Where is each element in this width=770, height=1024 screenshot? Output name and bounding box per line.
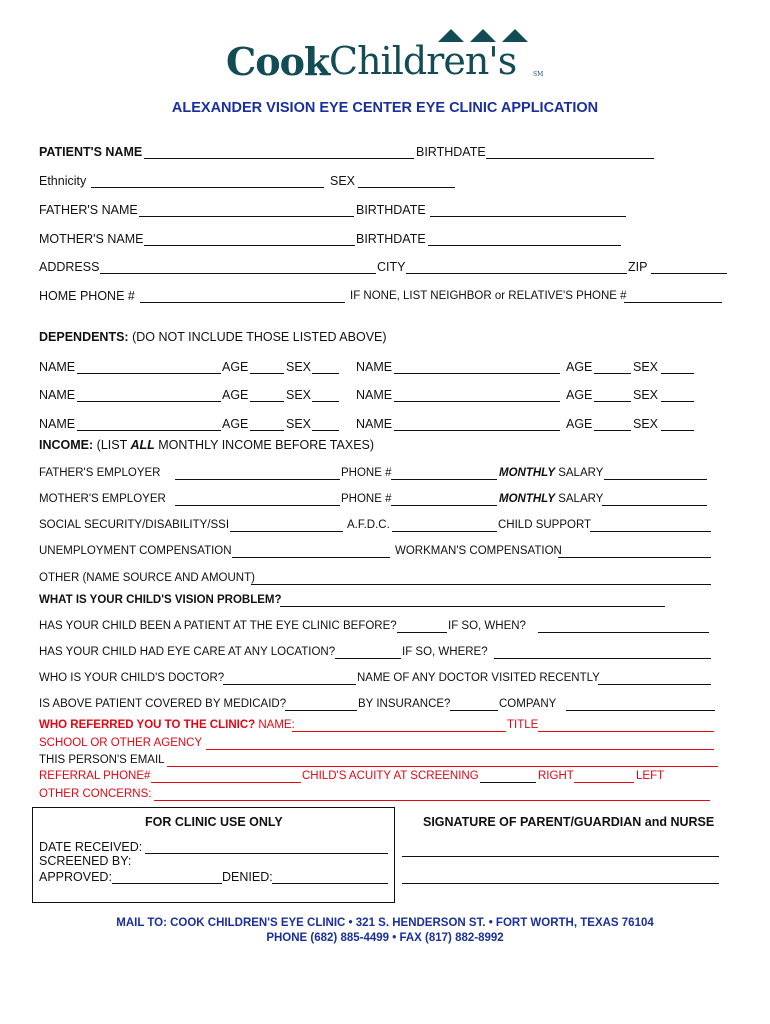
father-employer-label: FATHER'S EMPLOYER: [39, 467, 161, 479]
alt-phone-label: IF NONE, LIST NEIGHBOR or RELATIVE'S PHONE #: [350, 290, 627, 302]
patient-birthdate-label: BIRTHDATE: [416, 145, 486, 159]
approved-label: APPROVED:: [39, 870, 112, 884]
screened-by-label: SCREENED BY:: [39, 854, 132, 868]
vision-problem-label: WHAT IS YOUR CHILD'S VISION PROBLEM?: [39, 594, 282, 606]
dependent-4-name-label: NAME: [356, 388, 393, 402]
logo-text-cook: Cook: [226, 39, 330, 84]
dependent-3-age-field[interactable]: [250, 401, 284, 402]
mother-phone-label: PHONE #: [341, 493, 392, 505]
dependent-4-age-label: AGE: [566, 388, 593, 402]
dependent-3-sex-field[interactable]: [312, 401, 339, 402]
father-phone-label: PHONE #: [341, 467, 392, 479]
insurance-field[interactable]: [450, 710, 498, 711]
medicaid-field[interactable]: [285, 710, 357, 711]
sex-label: SEX: [330, 174, 356, 188]
signature-heading: SIGNATURE OF PARENT/GUARDIAN and NURSE: [423, 815, 715, 829]
alt-phone-field[interactable]: [624, 302, 722, 303]
other-concerns-label: OTHER CONCERNS:: [39, 788, 152, 800]
dependent-6-name-label: NAME: [356, 417, 393, 431]
dependent-1-age-field[interactable]: [250, 373, 284, 374]
dependent-2-sex-field[interactable]: [661, 373, 694, 374]
dependent-5-sex-label: SEX: [286, 417, 312, 431]
referrer-title-field[interactable]: [538, 731, 714, 732]
mother-employer-field[interactable]: [175, 505, 340, 506]
zip-label: ZIP: [628, 260, 648, 274]
address-label: ADDRESS: [39, 260, 100, 274]
dependent-6-sex-label: SEX: [633, 417, 659, 431]
father-name-label: FATHER'S NAME: [39, 203, 138, 217]
dependent-1-sex-label: SEX: [286, 360, 312, 374]
afdc-field[interactable]: [392, 531, 497, 532]
mother-birthdate-field[interactable]: [428, 245, 621, 246]
home-phone-label: HOME PHONE #: [39, 289, 135, 303]
dependent-5-name-field[interactable]: [77, 430, 221, 431]
footer-phone: PHONE (682) 885-4499 • FAX (817) 882-8992: [266, 932, 504, 944]
school-agency-label: SCHOOL OR OTHER AGENCY: [39, 737, 203, 749]
other-concerns-field[interactable]: [154, 800, 710, 801]
mother-salary-label: MONTHLY SALARY: [499, 493, 604, 505]
other-income-label: OTHER (NAME SOURCE AND AMOUNT): [39, 572, 255, 584]
dependent-4-age-field[interactable]: [594, 401, 631, 402]
dependent-4-sex-field[interactable]: [661, 401, 694, 402]
doctor-label: WHO IS YOUR CHILD'S DOCTOR?: [39, 672, 225, 684]
unemployment-label: UNEMPLOYMENT COMPENSATION: [39, 545, 232, 557]
workman-comp-field[interactable]: [558, 557, 711, 558]
zip-field[interactable]: [651, 273, 727, 274]
signature-nurse-line[interactable]: [402, 883, 719, 884]
dependent-4-sex-label: SEX: [633, 388, 659, 402]
clinic-use-heading: FOR CLINIC USE ONLY: [145, 815, 283, 829]
dependent-1-sex-field[interactable]: [312, 373, 339, 374]
mother-name-label: MOTHER'S NAME: [39, 232, 144, 246]
dependent-1-age-label: AGE: [222, 360, 249, 374]
ethnicity-label: Ethnicity: [39, 174, 87, 188]
father-employer-field[interactable]: [175, 479, 340, 480]
acuity-right-label: RIGHT: [538, 770, 574, 782]
if-so-when-label: IF SO, WHEN?: [448, 620, 526, 632]
doctor-field[interactable]: [223, 684, 356, 685]
referral-phone-field[interactable]: [151, 782, 301, 783]
signature-parent-line[interactable]: [402, 856, 719, 857]
mother-salary-field[interactable]: [602, 505, 707, 506]
if-so-where-field[interactable]: [494, 658, 711, 659]
dependent-5-sex-field[interactable]: [312, 430, 339, 431]
acuity-right-field[interactable]: [574, 782, 634, 783]
dependent-2-age-label: AGE: [566, 360, 593, 374]
logo-text-childrens: Children's: [329, 39, 517, 83]
father-phone-field[interactable]: [391, 479, 497, 480]
footer-address: MAIL TO: COOK CHILDREN'S EYE CLINIC • 321 S. HENDERSON ST. • FORT WORTH, TEXAS 76104: [116, 917, 654, 929]
other-income-field[interactable]: [251, 584, 711, 585]
dependent-3-name-field[interactable]: [77, 401, 221, 402]
doctor-recent-field[interactable]: [598, 684, 711, 685]
city-label: CITY: [377, 260, 406, 274]
logo-service-mark: SM: [533, 71, 544, 78]
eye-care-label: HAS YOUR CHILD HAD EYE CARE AT ANY LOCATION?: [39, 646, 336, 658]
ssi-label: SOCIAL SECURITY/DISABILITY/SSI: [39, 519, 230, 531]
dependent-4-name-field[interactable]: [394, 401, 560, 402]
patient-name-field[interactable]: [144, 158, 414, 159]
logo: [226, 26, 546, 88]
dependent-5-name-label: NAME: [39, 417, 76, 431]
dependent-3-age-label: AGE: [222, 388, 249, 402]
father-salary-field[interactable]: [604, 479, 707, 480]
patient-name-label: PATIENT'S NAME: [39, 145, 143, 159]
dependent-2-name-field[interactable]: [394, 373, 560, 374]
child-support-field[interactable]: [590, 531, 711, 532]
denied-label: DENIED:: [222, 870, 273, 884]
home-phone-field[interactable]: [140, 302, 345, 303]
dependent-6-age-label: AGE: [566, 417, 593, 431]
dependent-6-name-field[interactable]: [394, 430, 560, 431]
approved-field[interactable]: [112, 883, 222, 884]
dependent-5-age-label: AGE: [222, 417, 249, 431]
sex-field[interactable]: [358, 187, 455, 188]
referrer-name-field[interactable]: [292, 731, 506, 732]
address-field[interactable]: [100, 273, 376, 274]
referrer-email-field[interactable]: [167, 766, 718, 767]
father-birthdate-label: BIRTHDATE: [356, 203, 426, 217]
school-agency-field[interactable]: [206, 749, 714, 750]
mother-employer-label: MOTHER'S EMPLOYER: [39, 493, 166, 505]
unemployment-field[interactable]: [232, 557, 390, 558]
page-title: ALEXANDER VISION EYE CENTER EYE CLINIC APPLICATION: [171, 100, 599, 116]
medicaid-label: IS ABOVE PATIENT COVERED BY MEDICAID?: [39, 698, 287, 710]
who-referred-label: WHO REFERRED YOU TO THE CLINIC? NAME:: [39, 719, 295, 731]
father-birthdate-field[interactable]: [430, 216, 626, 217]
acuity-label: CHILD'S ACUITY AT SCREENING: [302, 770, 479, 782]
afdc-label: A.F.D.C.: [347, 519, 390, 531]
dependent-1-name-label: NAME: [39, 360, 76, 374]
eye-care-field[interactable]: [335, 658, 401, 659]
referrer-email-label: THIS PERSON'S EMAIL: [39, 754, 165, 766]
if-so-when-field[interactable]: [538, 632, 709, 633]
company-field[interactable]: [566, 710, 715, 711]
vision-problem-field[interactable]: [280, 606, 665, 607]
dependent-3-sex-label: SEX: [286, 388, 312, 402]
city-field[interactable]: [406, 273, 627, 274]
father-name-field[interactable]: [139, 216, 354, 217]
acuity-left-label: LEFT: [636, 770, 665, 782]
father-salary-label: MONTHLY SALARY: [499, 467, 604, 479]
insurance-label: BY INSURANCE?: [358, 698, 451, 710]
income-heading: INCOME: (LIST ALL MONTHLY INCOME BEFORE TAXES): [39, 438, 375, 452]
company-label: COMPANY: [499, 698, 557, 710]
if-so-where-label: IF SO, WHERE?: [402, 646, 488, 658]
dependent-3-name-label: NAME: [39, 388, 76, 402]
dependent-2-name-label: NAME: [356, 360, 393, 374]
denied-field[interactable]: [272, 883, 388, 884]
doctor-recent-label: NAME OF ANY DOCTOR VISITED RECENTLY: [357, 672, 600, 684]
mother-phone-field[interactable]: [391, 505, 497, 506]
dependent-2-sex-label: SEX: [633, 360, 659, 374]
dependent-2-age-field[interactable]: [594, 373, 631, 374]
ethnicity-field[interactable]: [91, 187, 324, 188]
dependent-5-age-field[interactable]: [250, 430, 284, 431]
patient-birthdate-field[interactable]: [486, 158, 654, 159]
dependents-heading: DEPENDENTS: (DO NOT INCLUDE THOSE LISTED ABOVE): [39, 330, 387, 344]
ssi-field[interactable]: [230, 531, 343, 532]
referral-phone-label: REFERRAL PHONE#: [39, 770, 151, 782]
dependent-6-age-field[interactable]: [594, 430, 631, 431]
patient-before-label: HAS YOUR CHILD BEEN A PATIENT AT THE EYE CLINIC BEFORE?: [39, 620, 397, 632]
referrer-title-label: TITLE: [507, 719, 539, 731]
patient-before-field[interactable]: [397, 632, 447, 633]
mother-name-field[interactable]: [144, 245, 355, 246]
acuity-field[interactable]: [480, 782, 536, 783]
dependent-1-name-field[interactable]: [77, 373, 221, 374]
mother-birthdate-label: BIRTHDATE: [356, 232, 426, 246]
clinic-use-box: [32, 807, 395, 903]
child-support-label: CHILD SUPPORT: [498, 519, 592, 531]
date-received-label: DATE RECEIVED:: [39, 840, 143, 854]
dependent-6-sex-field[interactable]: [661, 430, 694, 431]
workman-comp-label: WORKMAN'S COMPENSATION: [395, 545, 562, 557]
date-received-field[interactable]: [145, 853, 388, 854]
